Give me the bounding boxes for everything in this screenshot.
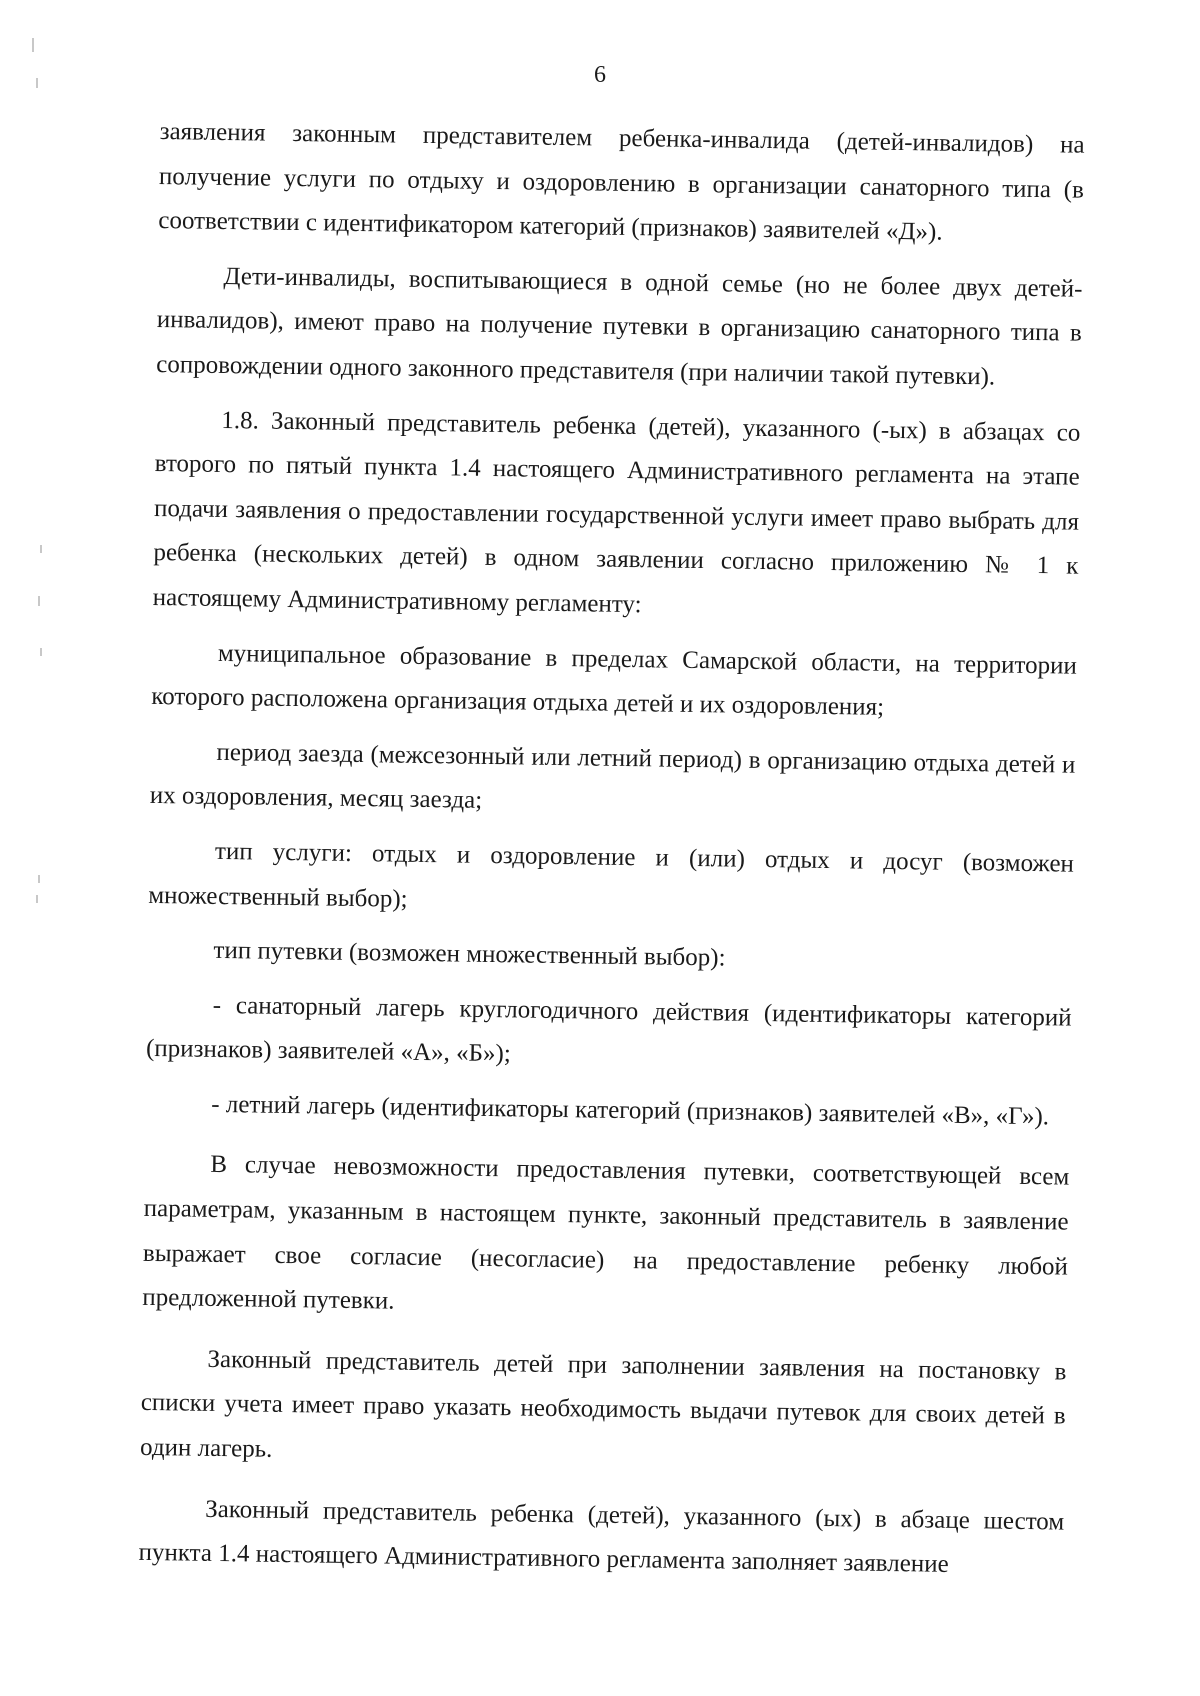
- paragraph: тип путевки (возможен множественный выбор):: [213, 936, 726, 972]
- paragraph: - летний лагерь (идентификаторы категорий (признаков) заявителей «В», «Г»).: [211, 1090, 1050, 1131]
- paragraph: тип услуги: отдых и оздоровление и (или) отдых и досуг (возможен множественный выбор);: [148, 837, 1075, 913]
- document-body: [138, 110, 1085, 1589]
- paragraph: муниципальное образование в пределах Самарской области, на территории которого расположена организация отдыха детей и их оздоровления;: [151, 639, 1078, 721]
- scan-artifact: [32, 38, 34, 52]
- paragraph: Законный представитель ребенка (детей), указанного (ых) в абзаце шестом пункта 1.4 настоящего Административного регламента заполняет заявление: [138, 1495, 1065, 1579]
- scan-artifact: [40, 648, 42, 656]
- paragraph: период заезда (межсезонный или летний период) в организацию отдыха детей и их оздоровления, месяц заезда;: [149, 738, 1076, 815]
- paragraph: Дети-инвалиды, воспитывающиеся в одной семье (но не более двух детей-инвалидов), имеют право на получение путевки в организацию санаторного типа в сопровождении одного законного представителя (при наличии такой путевки).: [156, 262, 1083, 391]
- scan-artifact: [38, 596, 40, 606]
- page-number: 6: [594, 62, 606, 88]
- scan-artifact: [40, 545, 42, 553]
- paragraph: - санаторный лагерь круглогодичного действия (идентификаторы категорий (признаков) заявителей «А», «Б»);: [145, 991, 1072, 1068]
- paragraph: В случае невозможности предоставления путевки, соответствующей всем параметрам, указанным в настоящем пункте, законный представитель в заявление выражает свое согласие (несогласие) на предоставление ребенку любой предложенной путевки.: [142, 1151, 1070, 1315]
- paragraph: 1.8. Законный представитель ребенка (детей), указанного (-ых) в абзацах со второго по пятый пункта 1.4 настоящего Административного регламента на этапе подачи заявления о предоставлении государственной услуги имеет право выбрать для ребенка (нескольких детей) в одном заявлении согласно приложению № 1 к настоящему Административному регламенту:: [152, 406, 1081, 619]
- scan-artifact: [36, 895, 38, 903]
- paragraph: заявления законным представителем ребенка-инвалида (детей-инвалидов) на получение услуги по отдыху и оздоровлению в организации санаторного типа (в соответствии с идентификатором категорий (признаков) заявителей «Д»).: [158, 117, 1085, 246]
- scan-artifact: [38, 875, 40, 883]
- paragraph: Законный представитель детей при заполнении заявления на постановку в списки учета имеет право указать необходимость выдачи путевок для своих детей в один лагерь.: [139, 1345, 1067, 1463]
